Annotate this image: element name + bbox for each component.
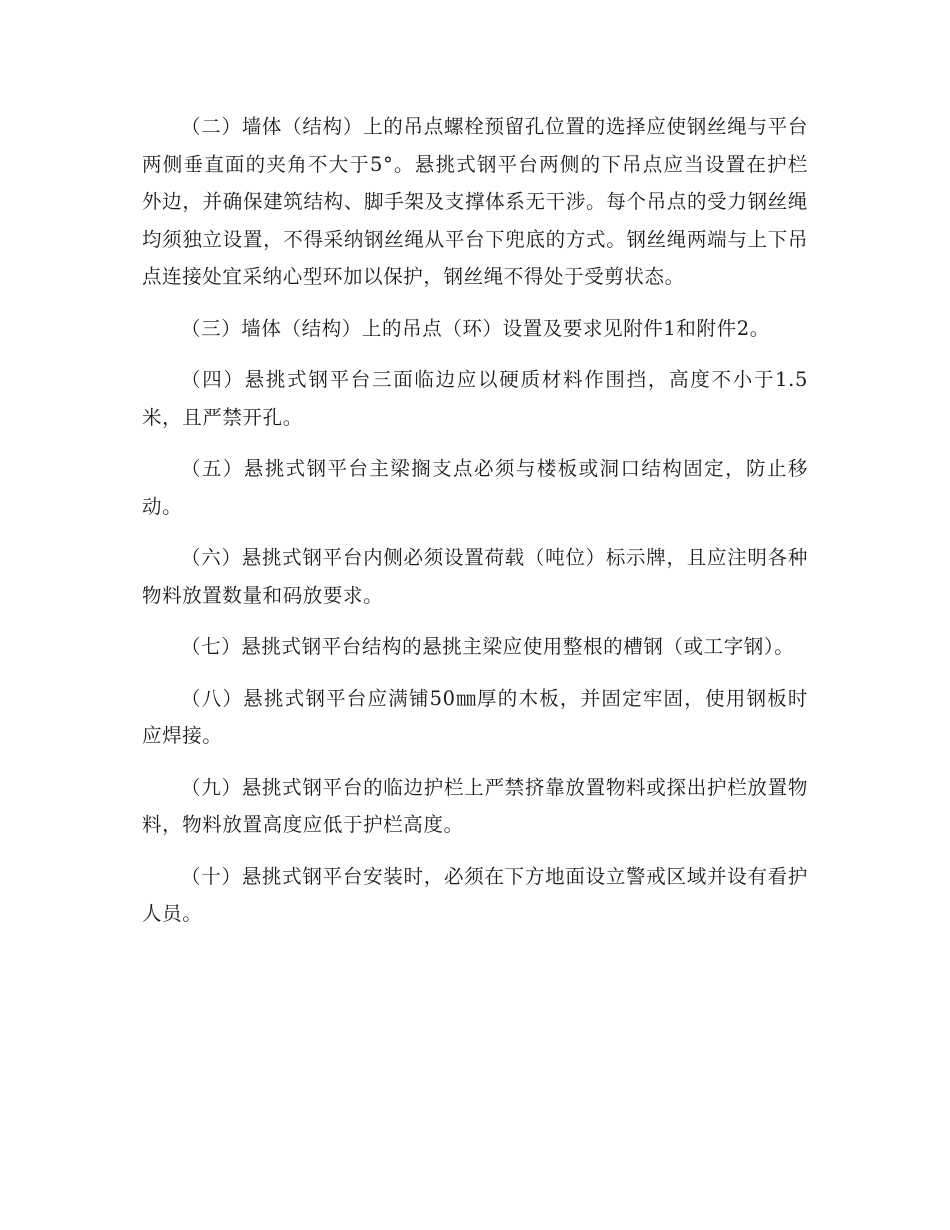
paragraph-10: （十）悬挑式钢平台安装时，必须在下方地面设立警戒区域并设有看护人员。 bbox=[142, 864, 808, 925]
paragraph-6: （六）悬挑式钢平台内侧必须设置荷载（吨位）标示牌，且应注明各种物料放置数量和码放要求。 bbox=[142, 546, 808, 607]
paragraph-9: （九）悬挑式钢平台的临边护栏上严禁挤靠放置物料或探出护栏放置物料，物料放置高度应低于护栏高度。 bbox=[142, 775, 808, 836]
paragraph-5: （五）悬挑式钢平台主梁搁支点必须与楼板或洞口结构固定，防止移动。 bbox=[142, 457, 808, 518]
paragraph-3: （三）墙体（结构）上的吊点（环）设置及要求见附件1和附件2。 bbox=[181, 316, 770, 340]
document-body bbox=[142, 108, 808, 947]
paragraph-2: （二）墙体（结构）上的吊点螺栓预留孔位置的选择应使钢丝绳与平台两侧垂直面的夹角不大于5°。悬挑式钢平台两侧的下吊点应当设置在护栏外边，并确保建筑结构、脚手架及支撑体系无干涉。每个吊点的受力钢丝绳均须独立设置，不得采纳钢丝绳从平台下兜底的方式。钢丝绳两端与上下吊点连接处宜采纳心型环加以保护，钢丝绳不得处于受剪状态。 bbox=[142, 115, 808, 288]
paragraph-8: （八）悬挑式钢平台应满铺50㎜厚的木板，并固定牢固，使用钢板时应焊接。 bbox=[142, 686, 808, 747]
paragraph-7: （七）悬挑式钢平台结构的悬挑主梁应使用整根的槽钢（或工字钢）。 bbox=[181, 635, 795, 658]
paragraph-4: （四）悬挑式钢平台三面临边应以硬质材料作围挡，高度不小于1.5米，且严禁开孔。 bbox=[142, 368, 808, 429]
